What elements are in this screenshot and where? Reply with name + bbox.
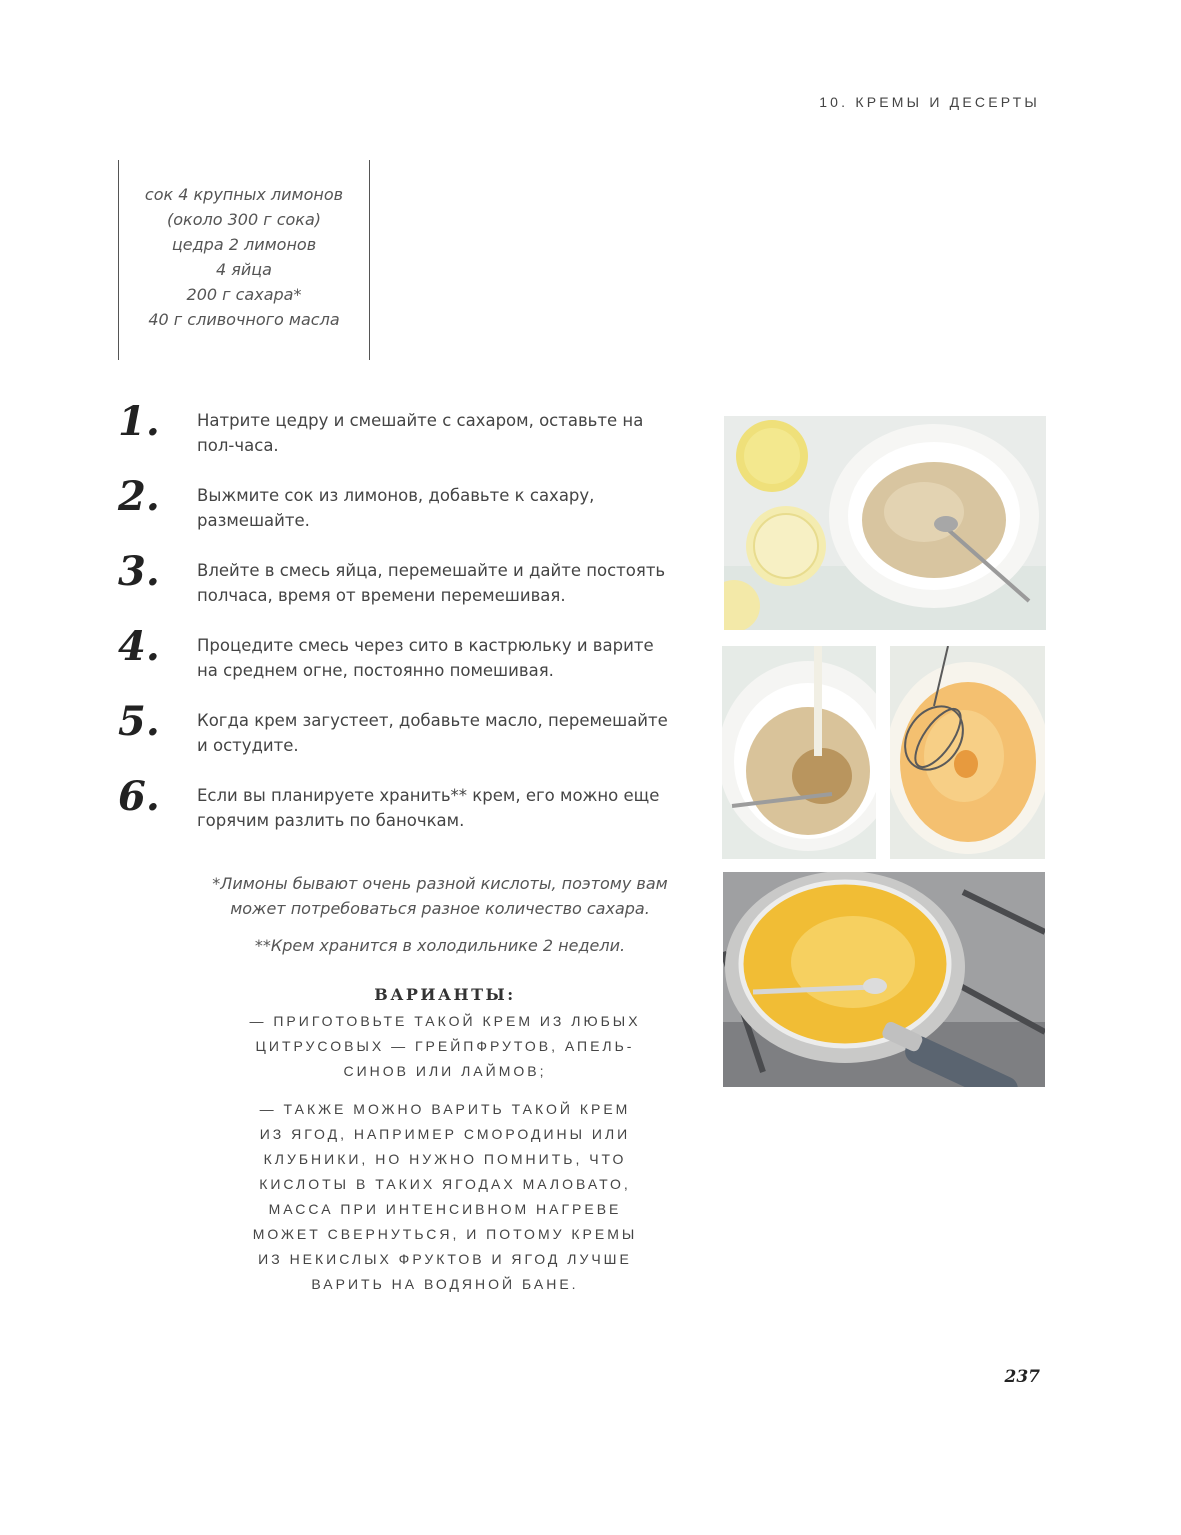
ingredients-box xyxy=(118,160,370,360)
chapter-header: 10. КРЕМЫ И ДЕСЕРТЫ xyxy=(819,94,1040,110)
step-text: Влейте в смесь яйца, перемешайте и дайте постоять полчаса, время от времени перемешивая. xyxy=(197,561,666,605)
ingredient-line: цедра 2 лимонов xyxy=(171,235,317,254)
sugar-note: *Лимоны бывают очень разной кислоты, поэтому вам может потребоваться разное количество сахара. xyxy=(212,874,668,918)
variant-item: — ПРИГОТОВЬТЕ ТАКОЙ КРЕМ ИЗ ЛЮБЫХ ЦИТРУСОВЫХ — ГРЕЙПФРУТОВ, АПЕЛЬ-СИНОВ ИЛИ ЛАЙМОВ; xyxy=(249,1013,641,1079)
photo-mixing-bowl xyxy=(722,646,876,859)
photo-lemons-sugar-bowl xyxy=(724,416,1046,630)
variants-title: ВАРИАНТЫ: xyxy=(374,985,516,1004)
step-text: Натрите цедру и смешайте с сахаром, оставьте на пол-часа. xyxy=(197,411,644,455)
ingredient-line: 200 г сахара* xyxy=(186,285,302,304)
step-number: 2. xyxy=(118,473,160,520)
step-number: 1. xyxy=(118,398,160,445)
photo-whisking-cream xyxy=(890,646,1045,859)
step-number: 6. xyxy=(118,773,160,820)
step-number: 4. xyxy=(118,623,160,670)
page-number: 237 xyxy=(1004,1367,1040,1387)
step-text: Если вы планируете хранить** крем, его можно еще горячим разлить по баночкам. xyxy=(197,786,660,830)
photo-lemons-sugar-bowl-image xyxy=(724,416,1046,630)
step-text: Когда крем загустеет, добавьте масло, перемешайте и остудите. xyxy=(197,711,668,755)
ingredient-line: 40 г сливочного масла xyxy=(148,310,340,329)
step-number: 5. xyxy=(118,698,160,745)
variant-item: — ТАКЖЕ МОЖНО ВАРИТЬ ТАКОЙ КРЕМ ИЗ ЯГОД, НАПРИМЕР СМОРОДИНЫ ИЛИ КЛУБНИКИ, НО НУЖНО ПОМНИТЬ, ЧТО КИСЛОТЫ В ТАКИХ ЯГОДАХ МАЛОВАТО, МАССА ПРИ ИНТЕНСИВНОМ НАГРЕВЕ МОЖЕТ СВЕРНУТЬСЯ, И ПОТОМУ КРЕМЫ ИЗ НЕКИСЛЫХ ФРУКТОВ И ЯГОД ЛУЧШЕ ВАРИТЬ НА ВОДЯНОЙ БАНЕ. xyxy=(252,1101,638,1292)
photo-saucepan-stove xyxy=(723,872,1045,1087)
step-number: 3. xyxy=(118,548,160,595)
photo-whisking-cream-image xyxy=(890,646,1045,859)
photo-mixing-bowl-image xyxy=(722,646,876,859)
step-text: Выжмите сок из лимонов, добавьте к сахару, размешайте. xyxy=(197,486,595,530)
photo-saucepan-stove-image xyxy=(723,872,1045,1087)
ingredient-line: 4 яйца xyxy=(216,260,272,279)
ingredient-line: (около 300 г сока) xyxy=(167,210,321,229)
storage-note: **Крем хранится в холодильнике 2 недели. xyxy=(254,936,626,955)
ingredient-line: сок 4 крупных лимонов xyxy=(144,185,344,204)
step-text: Процедите смесь через сито в кастрюльку и варите на среднем огне, постоянно помешивая. xyxy=(197,636,654,680)
